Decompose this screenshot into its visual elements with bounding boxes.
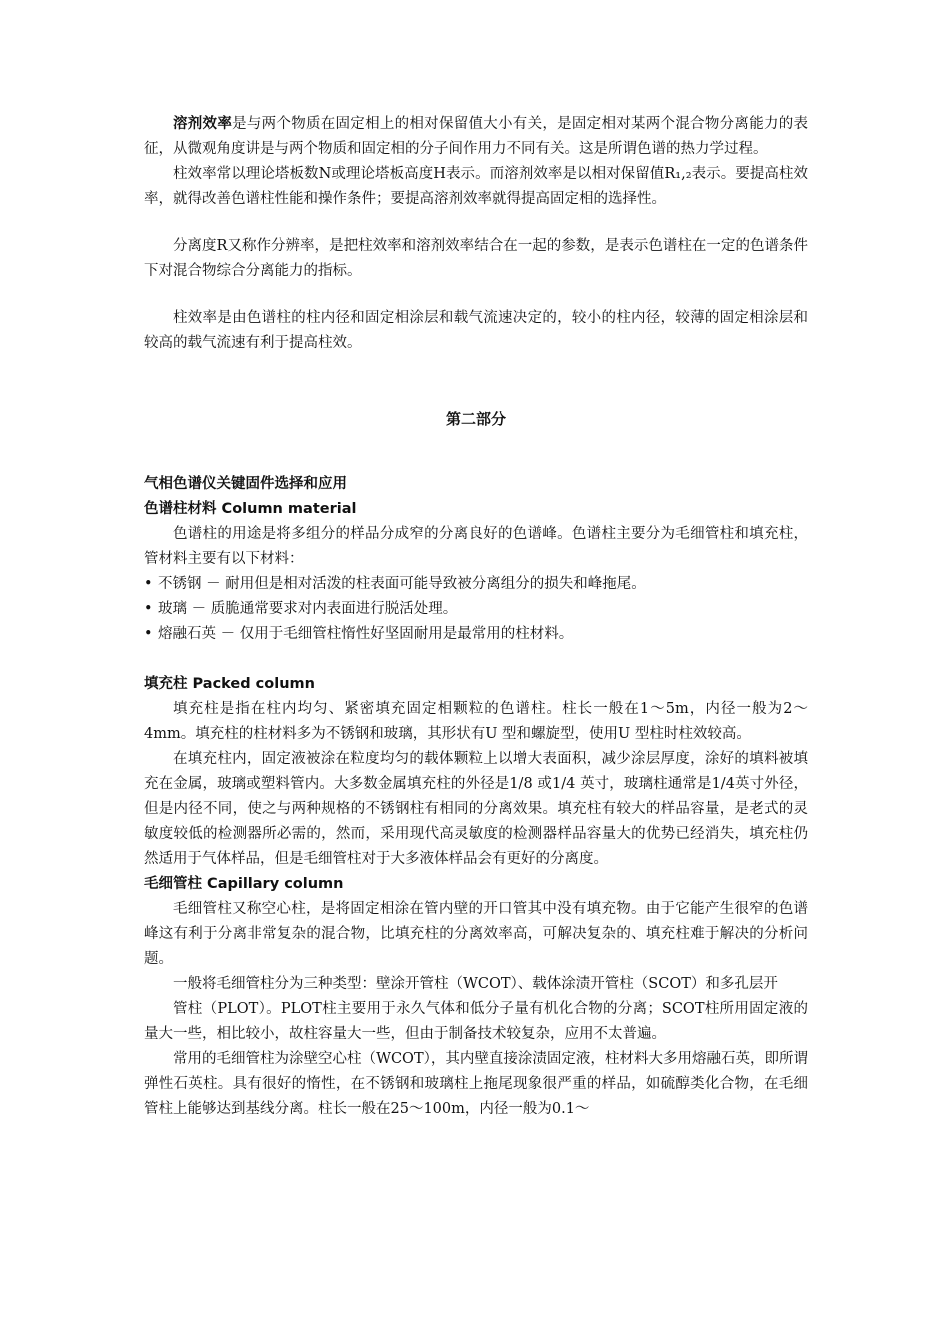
bullet-icon: • bbox=[144, 626, 153, 642]
bullet-icon: • bbox=[144, 576, 153, 592]
heading-packed-column: 填充柱 Packed column bbox=[144, 676, 315, 692]
column-material-list bbox=[144, 572, 808, 647]
spacer bbox=[144, 212, 808, 234]
paragraph-capillary-column-4: 常用的毛细管柱为涂壁空心柱（WCOT），其内壁直接涂渍固定液，柱材料大多用熔融石英，即所谓弹性石英柱。具有很好的惰性，在不锈钢和玻璃柱上拖尾现象很严重的样品，如硫醇类化合物，在毛细管柱上能够达到基线分离。柱长一般在25～100m，内径一般为0.1～ bbox=[144, 1051, 808, 1117]
paragraph-column-efficiency: 柱效率常以理论塔板数N或理论塔板高度H表示。而溶剂效率是以相对保留值R₁,₂表示。要提高柱效率，就得改善色谱柱性能和操作条件；要提高溶剂效率就得提高固定相的选择性。 bbox=[144, 166, 808, 207]
list-item: • 熔融石英 － 仅用于毛细管柱惰性好坚固耐用是最常用的柱材料。 bbox=[144, 622, 808, 647]
paragraph-resolution: 分离度R又称作分辨率，是把柱效率和溶剂效率结合在一起的参数，是表示色谱柱在一定的色谱条件下对混合物综合分离能力的指标。 bbox=[144, 238, 808, 279]
paragraph-column-material-intro: 色谱柱的用途是将多组分的样品分成窄的分离良好的色谱峰。色谱柱主要分为毛细管柱和填充柱，管材料主要有以下材料： bbox=[144, 526, 808, 567]
paragraph-packed-column-2: 在填充柱内，固定液被涂在粒度均匀的载体颗粒上以增大表面积，减少涂层厚度，涂好的填料被填充在金属，玻璃或塑料管内。大多数金属填充柱的外径是1/8 或1/4 英寸，玻璃柱通常是1/4英寸外径，但是内径不同，使之与两种规格的不锈钢柱有相同的分离效果。填充柱有较大的样品容量，是老式的灵敏度较低的检测器所必需的，然而，采用现代高灵敏度的检测器样品容量大的优势已经消失，填充柱仍然适用于气体样品，但是毛细管柱对于大多液体样品会有更好的分离度。 bbox=[144, 751, 808, 867]
paragraph-text: 是与两个物质在固定相上的相对保留值大小有关，是固定相对某两个混合物分离能力的表征，从微观角度讲是与两个物质和固定相的分子间作用力不同有关。这是所谓色谱的热力学过程。 bbox=[144, 116, 809, 157]
spacer bbox=[144, 356, 808, 407]
spacer bbox=[144, 432, 808, 472]
spacer bbox=[144, 284, 808, 306]
paragraph-packed-column-1: 填充柱是指在柱内均匀、紧密填充固定相颗粒的色谱柱。柱长一般在1～5m，内径一般为2～4mm。填充柱的柱材料多为不锈钢和玻璃，其形状有U 型和螺旋型，使用U 型柱时柱效较高。 bbox=[144, 701, 808, 742]
heading-column-material: 色谱柱材料 Column material bbox=[144, 501, 357, 517]
paragraph-capillary-column-3: 管柱（PLOT）。PLOT柱主要用于永久气体和低分子量有机化合物的分离；SCOT柱所用固定液的量大一些，相比较小，故柱容量大一些，但由于制备技术较复杂，应用不太普遍。 bbox=[144, 1001, 808, 1042]
part-two-title: 第二部分 bbox=[445, 410, 506, 428]
paragraph-solvent-efficiency bbox=[144, 112, 808, 162]
document-page bbox=[144, 112, 808, 1122]
paragraph-column-efficiency-factors: 柱效率是由色谱柱的柱内径和固定相涂层和载气流速决定的，较小的柱内径，较薄的固定相涂层和较高的载气流速有利于提高柱效。 bbox=[144, 310, 808, 351]
list-item: • 玻璃 － 质脆通常要求对内表面进行脱活处理。 bbox=[144, 597, 808, 622]
paragraph-capillary-column-2: 一般将毛细管柱分为三种类型：壁涂开管柱（WCOT）、载体涂渍开管柱（SCOT）和多孔层开 bbox=[173, 976, 778, 992]
list-item: • 不锈钢 － 耐用但是相对活泼的柱表面可能导致被分离组分的损失和峰拖尾。 bbox=[144, 572, 808, 597]
term-solvent-efficiency: 溶剂效率 bbox=[173, 116, 233, 132]
heading-capillary-column: 毛细管柱 Capillary column bbox=[144, 876, 344, 892]
section-title: 气相色谱仪关键固件选择和应用 bbox=[144, 476, 347, 492]
paragraph-capillary-column-1: 毛细管柱又称空心柱，是将固定相涂在管内壁的开口管其中没有填充物。由于它能产生很窄的色谱峰这有利于分离非常复杂的混合物，比填充柱的分离效率高，可解决复杂的、填充柱难于解决的分析问题。 bbox=[144, 901, 808, 967]
spacer bbox=[144, 647, 808, 672]
bullet-icon: • bbox=[144, 601, 153, 617]
